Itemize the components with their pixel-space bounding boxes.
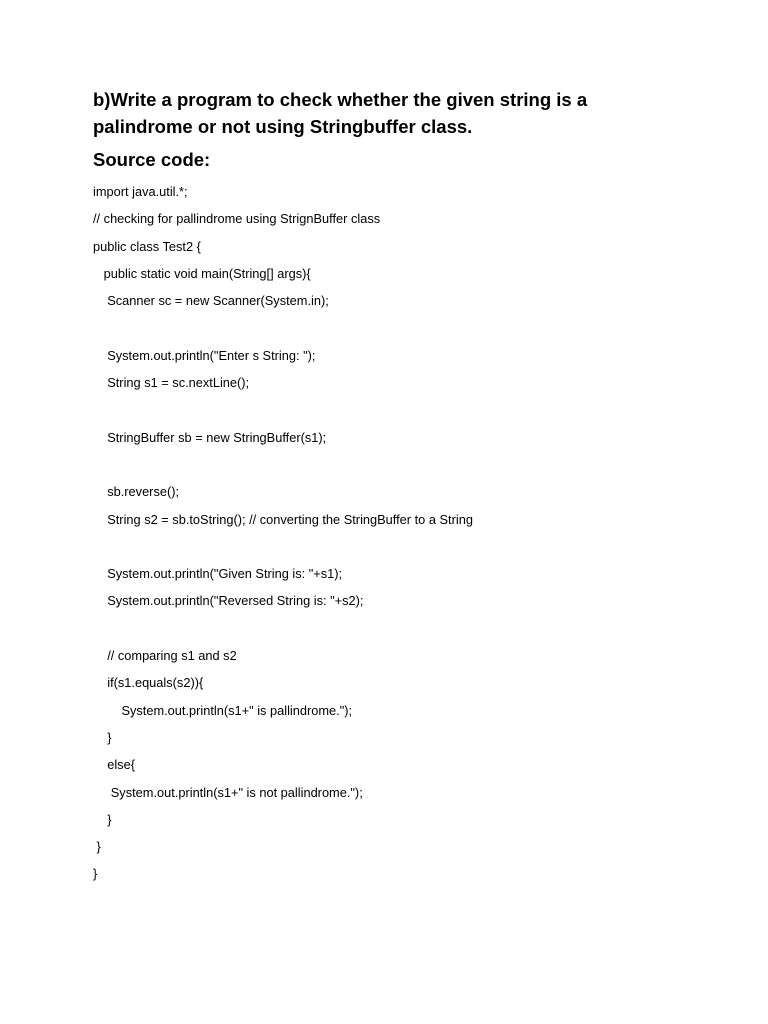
source-code-block: [93, 180, 713, 890]
code-line: }: [93, 866, 98, 882]
code-line: import java.util.*;: [93, 184, 188, 199]
code-line: System.out.println(s1+" is pallindrome.");: [93, 702, 353, 718]
code-line: }: [93, 839, 101, 855]
code-line: [93, 535, 713, 562]
code-line: [93, 453, 713, 480]
code-line: System.out.println("Given String is: "+s1);: [93, 566, 343, 582]
code-line: // checking for pallindrome using StrignBuffer class: [93, 211, 381, 227]
code-line: [93, 617, 713, 644]
code-line: [93, 398, 713, 425]
code-line: [93, 316, 713, 343]
code-line: String s1 = sc.nextLine();: [93, 375, 250, 391]
code-line: }: [93, 729, 112, 745]
code-line: Scanner sc = new Scanner(System.in);: [93, 293, 329, 309]
code-line: System.out.println(s1+" is not pallindrome.");: [93, 784, 363, 800]
code-line: String s2 = sb.toString(); // converting the StringBuffer to a String: [93, 511, 473, 527]
code-line: sb.reverse();: [93, 484, 180, 500]
source-code-heading: Source code:: [93, 149, 211, 170]
code-line: public static void main(String[] args){: [93, 265, 311, 281]
question-heading: b)Write a program to check whether the given string is a palindrome or not using Stringbuffer class.: [93, 89, 588, 137]
code-line: if(s1.equals(s2)){: [93, 675, 204, 691]
code-line: public class Test2 {: [93, 238, 201, 254]
code-line: // comparing s1 and s2: [93, 648, 237, 664]
code-line: else{: [93, 757, 135, 773]
code-line: System.out.println("Enter s String: ");: [93, 347, 316, 363]
code-line: StringBuffer sb = new StringBuffer(s1);: [93, 429, 327, 445]
code-line: }: [93, 811, 112, 827]
code-line: System.out.println("Reversed String is: "+s2);: [93, 593, 364, 609]
